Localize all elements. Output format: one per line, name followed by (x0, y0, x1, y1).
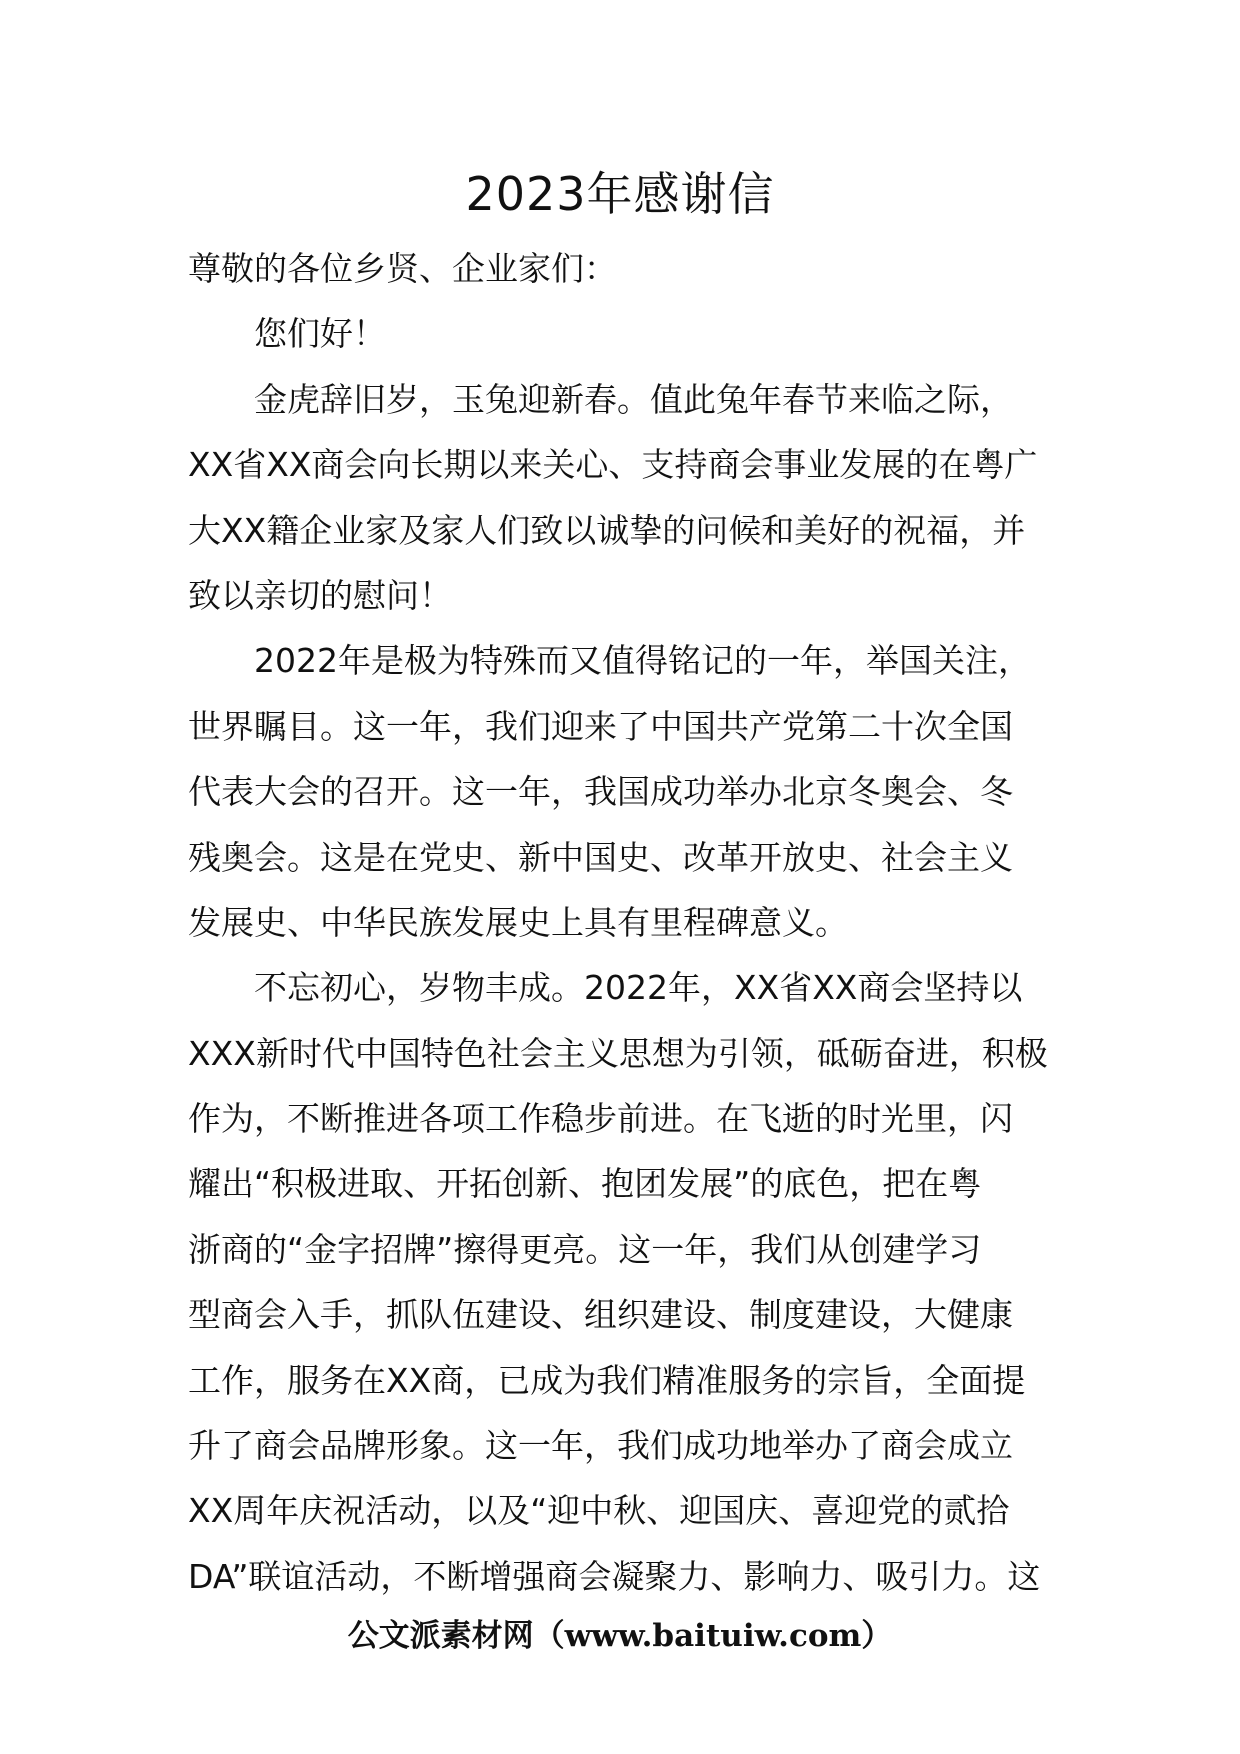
paragraph-line: 不忘初心，岁物丰成。2022年，XX省XX商会坚持以 (254, 968, 1023, 1008)
document-title: 2023年感谢信 (465, 167, 775, 221)
paragraph-line: XX省XX商会向长期以来关心、支持商会事业发展的在粤广 (188, 445, 1038, 485)
paragraph-line: DA”联谊活动，不断增强商会凝聚力、影响力、吸引力。这 (188, 1556, 1041, 1596)
paragraph-line: 型商会入手，抓队伍建设、组织建设、制度建设，大健康 (188, 1295, 1013, 1335)
paragraph-line: XX周年庆祝活动，以及“迎中秋、迎国庆、喜迎党的贰拾 (188, 1491, 1010, 1531)
greeting-line: 您们好！ (254, 314, 386, 354)
paragraph-line: 浙商的“金字招牌”擦得更亮。这一年，我们从创建学习 (188, 1229, 982, 1269)
letter-body (188, 236, 1058, 1609)
paragraph-line: 升了商会品牌形象。这一年，我们成功地举办了商会成立 (188, 1426, 1013, 1466)
paragraph-line: 大XX籍企业家及家人们致以诚挚的问候和美好的祝福，并 (188, 510, 1026, 550)
paragraph-line: 2022年是极为特殊而又值得铭记的一年，举国关注， (254, 641, 1031, 681)
paragraph-line: 残奥会。这是在党史、新中国史、改革开放史、社会主义 (188, 837, 1013, 877)
paragraph-line: 致以亲切的慰问！ (188, 575, 452, 615)
paragraph-line: 世界瞩目。这一年，我们迎来了中国共产党第二十次全国 (188, 706, 1013, 746)
paragraph-line: 耀出“积极进取、开拓创新、抱团发展”的底色，把在粤 (188, 1164, 982, 1204)
footer-watermark: 公文派素材网（www.baituiw.com） (347, 1618, 893, 1654)
salutation-line: 尊敬的各位乡贤、企业家们： (188, 249, 617, 288)
paragraph-line: XXX新时代中国特色社会主义思想为引领，砥砺奋进，积极 (188, 1033, 1048, 1073)
paragraph-line: 发展史、中华民族发展史上具有里程碑意义。 (188, 902, 848, 942)
paragraph-line: 代表大会的召开。这一年，我国成功举办北京冬奥会、冬 (188, 772, 1013, 812)
paragraph-line: 工作，服务在XX商，已成为我们精准服务的宗旨，全面提 (188, 1360, 1026, 1400)
paragraph-line: 作为，不断推进各项工作稳步前进。在飞逝的时光里，闪 (188, 1099, 1013, 1139)
paragraph-line: 金虎辞旧岁，玉兔迎新春。值此兔年春节来临之际， (254, 379, 1013, 419)
